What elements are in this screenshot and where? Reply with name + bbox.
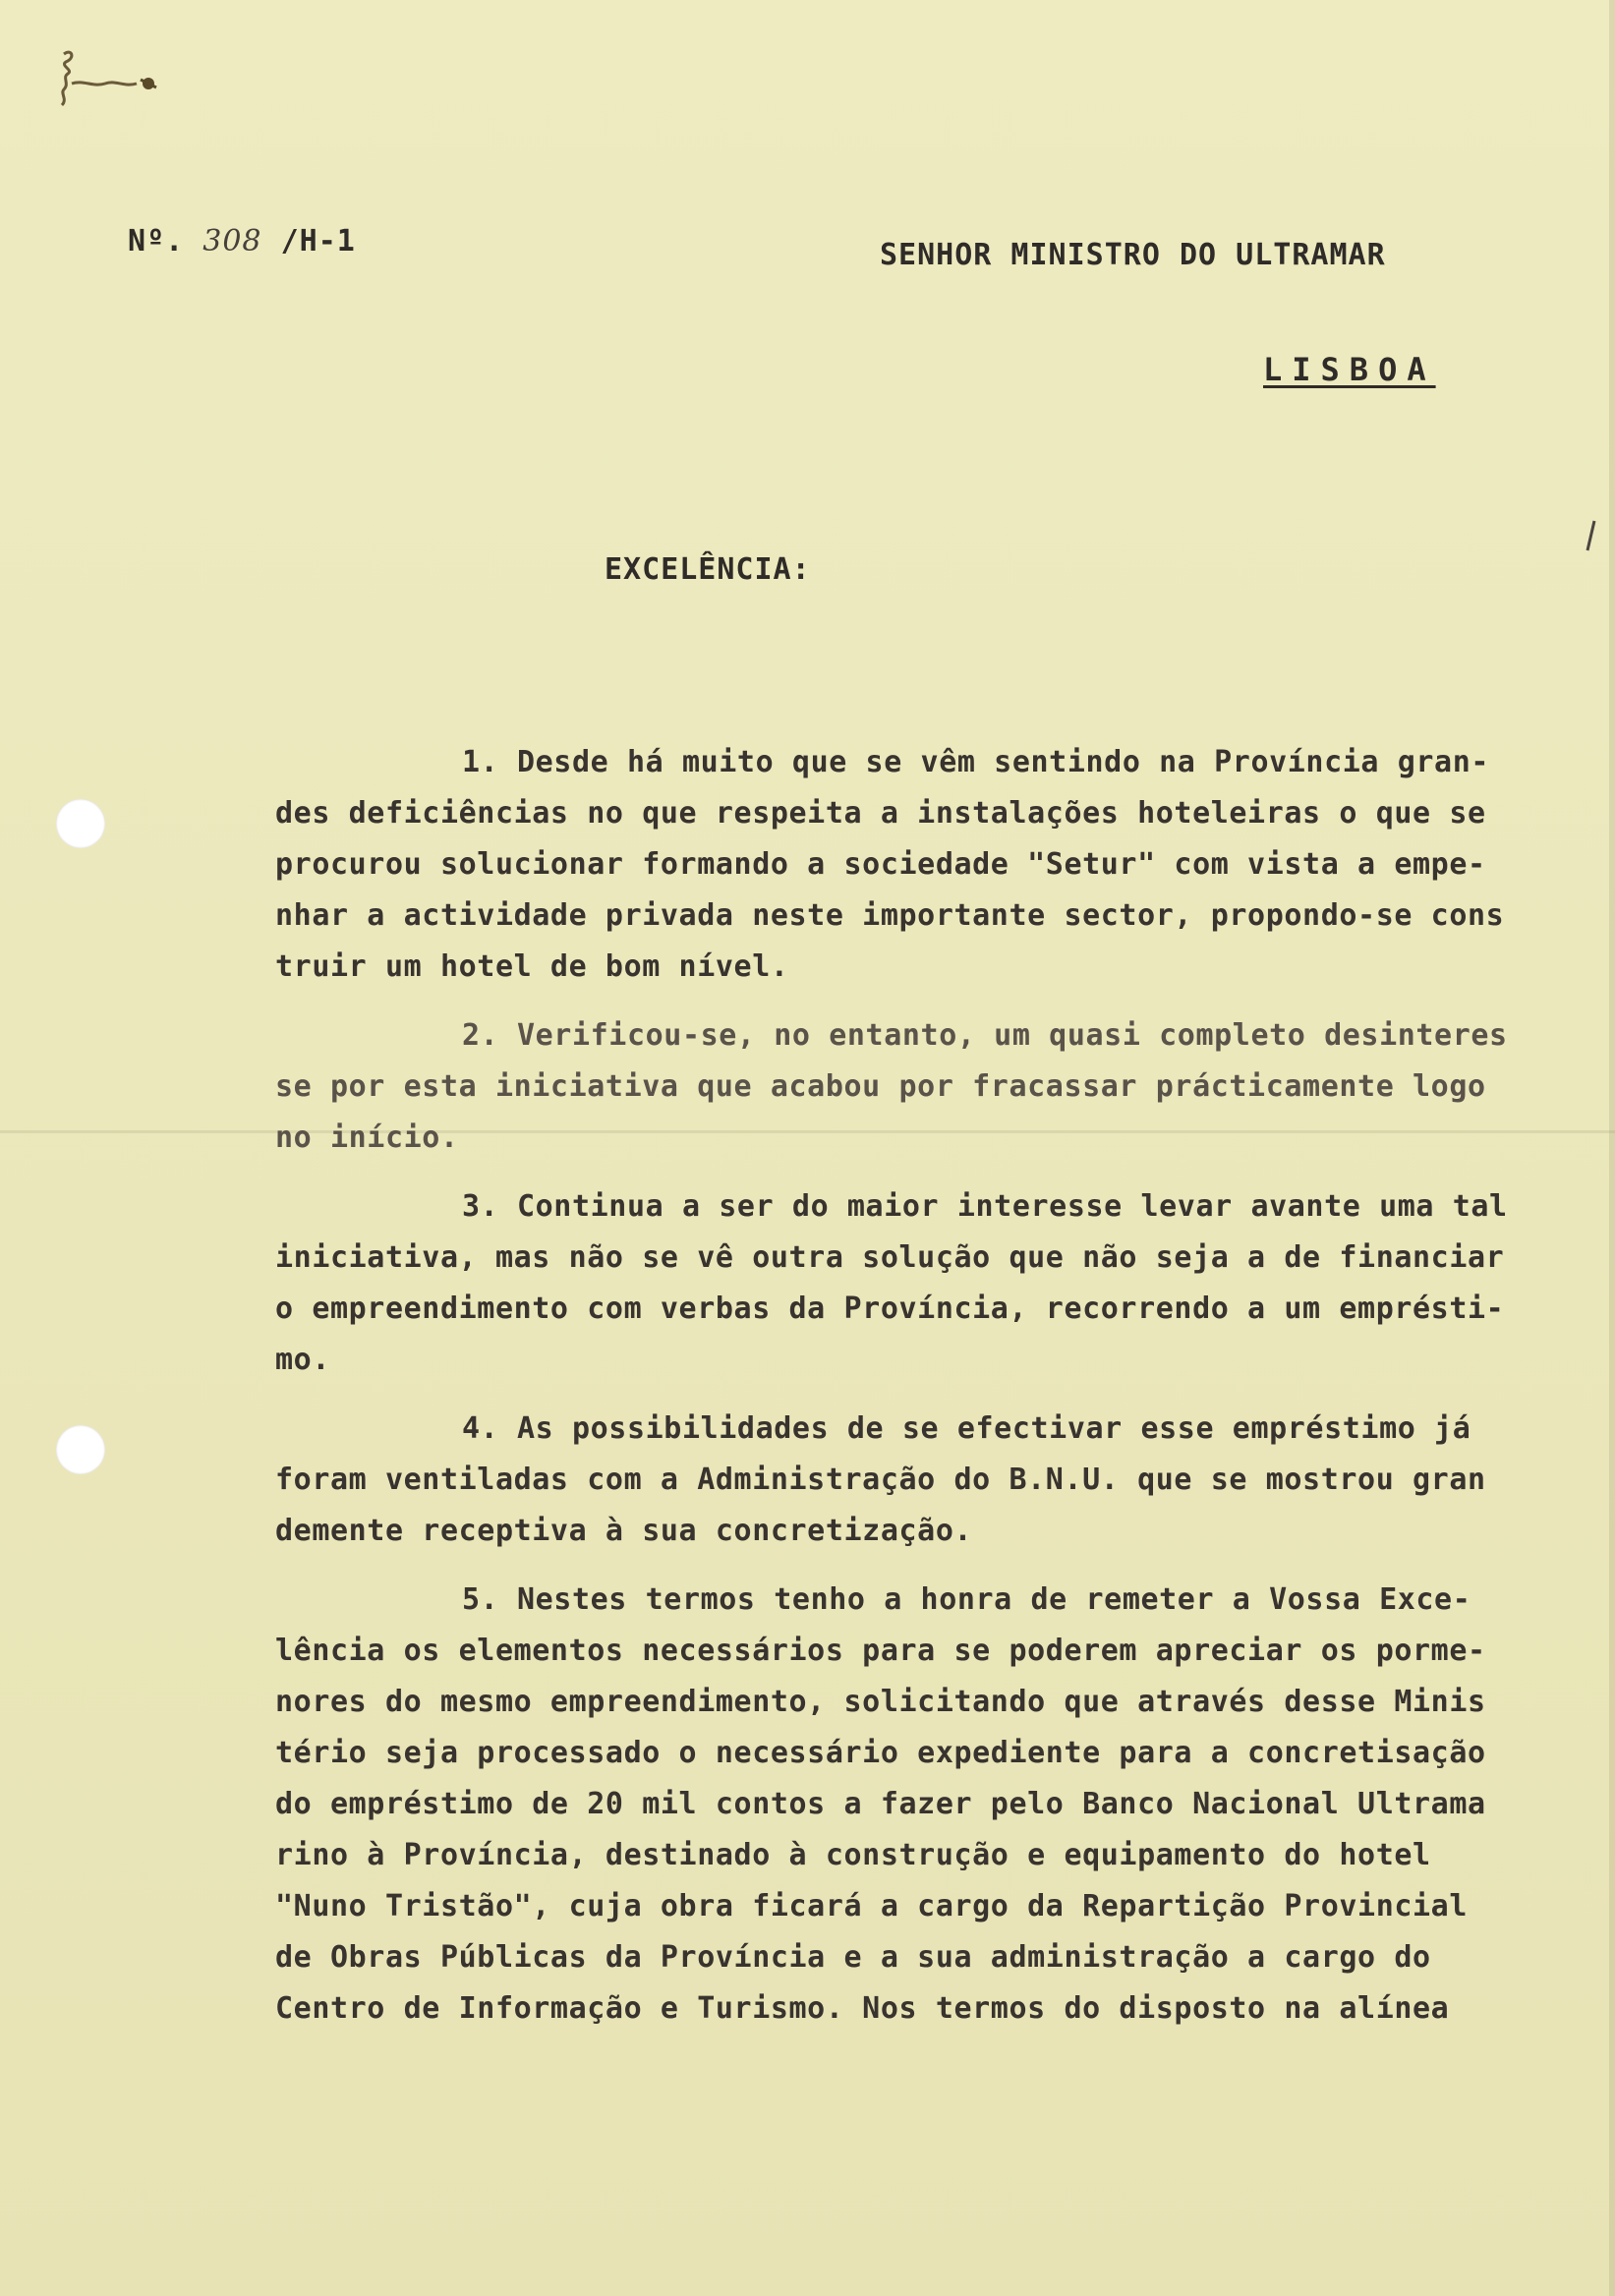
text-line: de Obras Públicas da Província e a sua administração a cargo do: [275, 1940, 1431, 1975]
punch-hole: [56, 1425, 105, 1474]
reference-prefix: Nº.: [128, 224, 185, 258]
text-line: procurou solucionar formando a sociedade "Setur" com vista a empe-: [275, 847, 1486, 882]
letter-body: [275, 737, 1573, 2052]
text-line: 5. Nestes termos tenho a honra de remeter a Vossa Exce-: [462, 1582, 1471, 1617]
pencil-tick-mark: [1585, 519, 1598, 552]
text-line: 1. Desde há muito que se vêm sentindo na Província gran-: [462, 745, 1490, 779]
text-line: se por esta iniciativa que acabou por fracassar prácticamente logo: [275, 1069, 1486, 1104]
text-line: iniciativa, mas não se vê outra solução que não seja a de financiar: [275, 1240, 1505, 1275]
text-line: no início.: [275, 1120, 459, 1155]
paragraph-3: [275, 1181, 1573, 1386]
text-line: des deficiências no que respeita a instalações hoteleiras o que se: [275, 796, 1486, 831]
text-line: o empreendimento com verbas da Província, recorrendo a um emprésti-: [275, 1292, 1505, 1326]
text-line: foram ventiladas com a Administração do B.N.U. que se mostrou gran: [275, 1463, 1486, 1497]
text-line: rino à Província, destinado à construção e equipamento do hotel: [275, 1838, 1431, 1872]
text-line: nores do mesmo empreendimento, solicitando que através desse Minis: [275, 1685, 1486, 1719]
paragraph-1: [275, 737, 1573, 993]
text-line: mo.: [275, 1343, 330, 1377]
paragraph-5: [275, 1575, 1573, 2035]
document-reference-number: [128, 224, 356, 258]
paragraph-4: [275, 1404, 1573, 1557]
text-line: do empréstimo de 20 mil contos a fazer pelo Banco Nacional Ultrama: [275, 1787, 1486, 1821]
text-line: 3. Continua a ser do maior interesse levar avante uma tal: [462, 1189, 1508, 1224]
text-line: nhar a actividade privada neste importante sector, propondo-se cons: [275, 898, 1505, 933]
paragraph-2: [275, 1010, 1573, 1164]
reference-suffix: /H-1: [280, 224, 356, 258]
text-line: 4. As possibilidades de se efectivar esse empréstimo já: [462, 1411, 1471, 1446]
text-line: lência os elementos necessários para se poderem apreciar os porme-: [275, 1634, 1486, 1668]
paper-edge-shadow: [1609, 0, 1615, 2296]
salutation: EXCELÊNCIA:: [605, 552, 811, 587]
addressee: SENHOR MINISTRO DO ULTRAMAR: [880, 238, 1386, 272]
text-line: truir um hotel de bom nível.: [275, 949, 789, 984]
text-line: Centro de Informação e Turismo. Nos termos do disposto na alínea: [275, 1991, 1450, 2026]
addressee-city: LISBOA: [1263, 351, 1436, 388]
punch-hole: [56, 799, 105, 848]
text-line: "Nuno Tristão", cuja obra ficará a cargo da Repartição Provincial: [275, 1889, 1468, 1923]
text-line: 2. Verificou-se, no entanto, um quasi completo desinteres: [462, 1018, 1508, 1053]
text-line: tério seja processado o necessário expediente para a concretisação: [275, 1736, 1486, 1770]
handwritten-initials-mark: [54, 44, 192, 143]
reference-handwritten-number: 308: [202, 224, 262, 258]
text-line: demente receptiva à sua concretização.: [275, 1514, 973, 1548]
